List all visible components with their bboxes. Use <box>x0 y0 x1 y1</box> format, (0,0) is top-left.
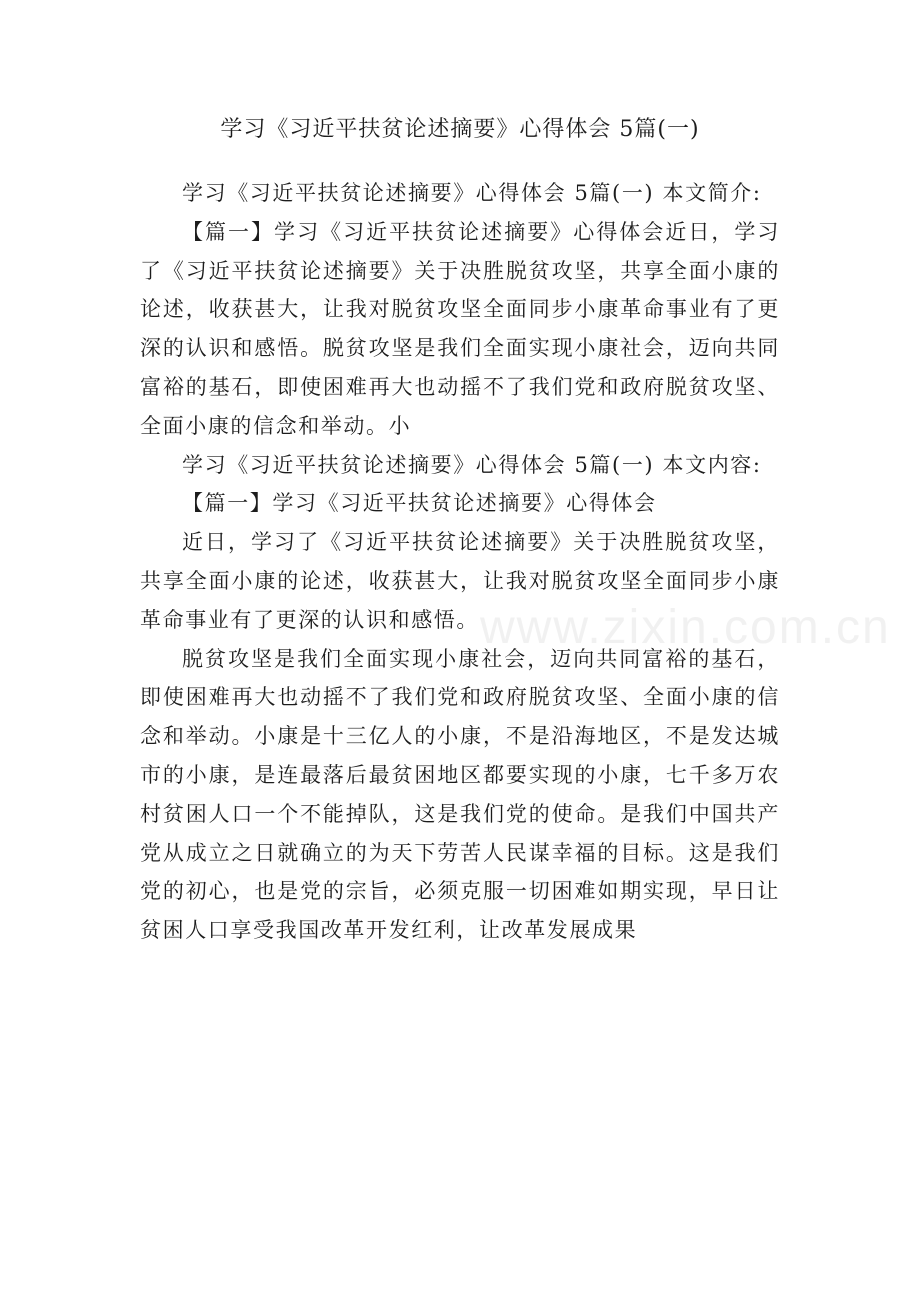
paragraph-content-intro: 学习《习近平扶贫论述摘要》心得体会 5篇(一) 本文内容: <box>182 452 762 477</box>
document-body <box>140 174 780 950</box>
paragraph-summary-text: 【篇一】学习《习近平扶贫论述摘要》心得体会近日，学习了《习近平扶贫论述摘要》关于决胜脱贫攻坚，共享全面小康的论述，收获甚大，让我对脱贫攻坚全面同步小康革命事业有了更深的认识和感悟。脱贫攻坚是我们全面实现小康社会，迈向共同富裕的基石，即使困难再大也动摇不了我们党和政府脱贫攻坚、全面小康的信念和举动。小 <box>140 219 780 438</box>
paragraph-body-1: 近日，学习了《习近平扶贫论述摘要》关于决胜脱贫攻坚，共享全面小康的论述，收获甚大，让我对脱贫攻坚全面同步小康革命事业有了更深的认识和感悟。 <box>140 530 780 632</box>
paragraph-section-heading: 【篇一】学习《习近平扶贫论述摘要》心得体会 <box>182 491 657 516</box>
paragraph-body-2: 脱贫攻坚是我们全面实现小康社会，迈向共同富裕的基石，即使困难再大也动摇不了我们党和政府脱贫攻坚、全面小康的信念和举动。小康是十三亿人的小康，不是沿海地区，不是发达城市的小康，是连最落后最贫困地区都要实现的小康，七千多万农村贫困人口一个不能掉队，这是我们党的使命。是我们中国共产党从成立之日就确立的为天下劳苦人民谋幸福的目标。这是我们党的初心，也是党的宗旨，必须克服一切困难如期实现，早日让贫困人口享受我国改革开发红利，让改革发展成果 <box>140 646 780 943</box>
paragraph-summary-intro: 学习《习近平扶贫论述摘要》心得体会 5篇(一) 本文简介: <box>182 181 762 205</box>
document-title: 学习《习近平扶贫论述摘要》心得体会 5篇(一) <box>220 117 700 142</box>
watermark: www.zixin.com.cn <box>480 601 891 654</box>
